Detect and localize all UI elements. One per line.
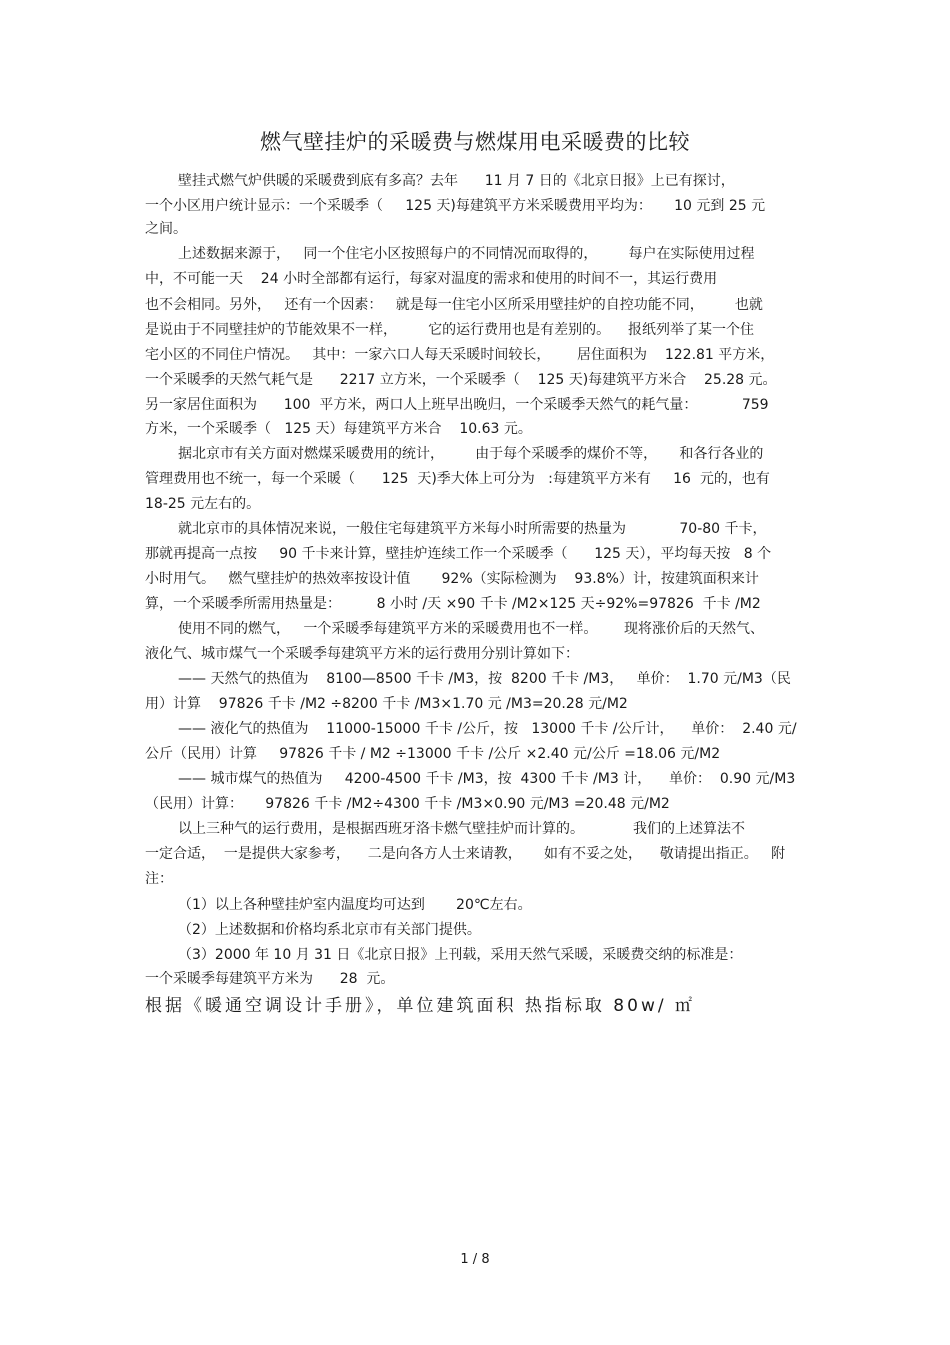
text-line: 液化气、城市煤气一个采暖季每建筑平方米的运行费用分别计算如下： — [145, 646, 579, 662]
text-line: 小时用气。 燃气壁挂炉的热效率按设计值 92%（实际检测为 93.8%）计，按建筑面积来计 — [145, 571, 759, 587]
text-line: （民用）计算： 97826 千卡 /M2÷4300 千卡 /M3×0.90 元/M3 =20.48 元/M2 — [145, 796, 670, 812]
text-line: （2）上述数据和价格均系北京市有关部门提供。 — [178, 922, 481, 938]
text-line: 一个采暖季的天然气耗气是 2217 立方米，一个采暖季（ 125 天)每建筑平方米合 25.28 元。 — [145, 372, 777, 388]
text-line: 中，不可能一天 24 小时全部都有运行，每家对温度的需求和使用的时间不一，其运行费用 — [145, 271, 718, 287]
text-line: 壁挂式燃气炉供暖的采暖费到底有多高？去年 11 月 7 日的《北京日报》上已有探讨， — [178, 173, 735, 189]
heat-index-note: 根据《暖通空调设计手册》，单位建筑面积 热指标取 80w/ ㎡ — [145, 996, 695, 1016]
text-line: —— 液化气的热值为 11000-15000 千卡 /公斤，按 13000 千卡 /公斤计， 单价： 2.40 元/ — [178, 721, 797, 737]
text-line: 18-25 元左右的。 — [145, 496, 261, 512]
text-line: 以上三种气的运行费用，是根据西班牙洛卡燃气壁挂炉而计算的。 我们的上述算法不 — [178, 821, 745, 837]
text-line: 之间。 — [145, 221, 187, 237]
text-line: 算，一个采暖季所需用热量是： 8 小时 /天 ×90 千卡 /M2×125 天÷92%=97826 千卡 /M2 — [145, 596, 761, 612]
text-line: （1）以上各种壁挂炉室内温度均可达到 20℃左右。 — [178, 897, 532, 913]
text-line: 管理费用也不统一，每一个采暖（ 125 天)季大体上可分为 :每建筑平方米有 16 元的，也有 — [145, 471, 770, 487]
text-line: 那就再提高一点按 90 千卡来计算，壁挂炉连续工作一个采暖季（ 125 天），平均每天按 8 个 — [145, 546, 772, 562]
text-line: —— 城市煤气的热值为 4200-4500 千卡 /M3，按 4300 千卡 /M3 计， 单价： 0.90 元/M3 — [178, 771, 796, 787]
text-line: 使用不同的燃气， 一个采暖季每建筑平方米的采暖费用也不一样。 现将涨价后的天然气、 — [178, 621, 765, 637]
text-line: 宅小区的不同住户情况。 其中：一家六口人每天采暖时间较长， 居住面积为 122.81 平方米， — [145, 347, 775, 363]
text-line: （3）2000 年 10 月 31 日《北京日报》上刊载，采用天然气采暖，采暖费交纳的标准是： — [178, 947, 743, 963]
text-line: 上述数据来源于， 同一个住宅小区按照每户的不同情况而取得的， 每户在实际使用过程 — [178, 246, 755, 262]
text-line: 据北京市有关方面对燃煤采暖费用的统计， 由于每个采暖季的煤价不等， 和各行各业的 — [178, 446, 764, 462]
text-line: 一定合适， 一是提供大家参考， 二是向各方人士来请教， 如有不妥之处， 敬请提出指正。 附 — [145, 846, 786, 862]
text-line: 也不会相同。另外， 还有一个因素： 就是每一住宅小区所采用壁挂炉的自控功能不同， 也就 — [145, 297, 763, 313]
text-line: 是说由于不同壁挂炉的节能效果不一样， 它的运行费用也是有差别的。 报纸列举了某一个住 — [145, 322, 754, 338]
text-line: 用）计算 97826 千卡 /M2 ÷8200 千卡 /M3×1.70 元 /M3=20.28 元/M2 — [145, 696, 628, 712]
text-line: 注： — [145, 871, 173, 887]
text-line: 另一家居住面积为 100 平方米，两口人上班早出晚归，一个采暖季天然气的耗气量： 759 — [145, 397, 769, 413]
page-title: 燃气壁挂炉的采暖费与燃煤用电采暖费的比较 — [260, 130, 690, 154]
text-line: 一个小区用户统计显示：一个采暖季（ 125 天)每建筑平方米采暖费用平均为： 10 元到 25 元 — [145, 198, 766, 214]
page-number: 1 / 8 — [460, 1252, 490, 1267]
text-line: 方米，一个采暖季（ 125 天）每建筑平方米合 10.63 元。 — [145, 421, 532, 437]
text-line: 公斤（民用）计算 97826 千卡 / M2 ÷13000 千卡 /公斤 ×2.40 元/公斤 =18.06 元/M2 — [145, 746, 721, 762]
text-line: —— 天然气的热值为 8100—8500 千卡 /M3，按 8200 千卡 /M3， 单价： 1.70 元/M3（民 — [178, 671, 791, 687]
text-line: 就北京市的具体情况来说，一般住宅每建筑平方米每小时所需要的热量为 70-80 千卡， — [178, 521, 767, 537]
text-line: 一个采暖季每建筑平方米为 28 元。 — [145, 971, 395, 987]
